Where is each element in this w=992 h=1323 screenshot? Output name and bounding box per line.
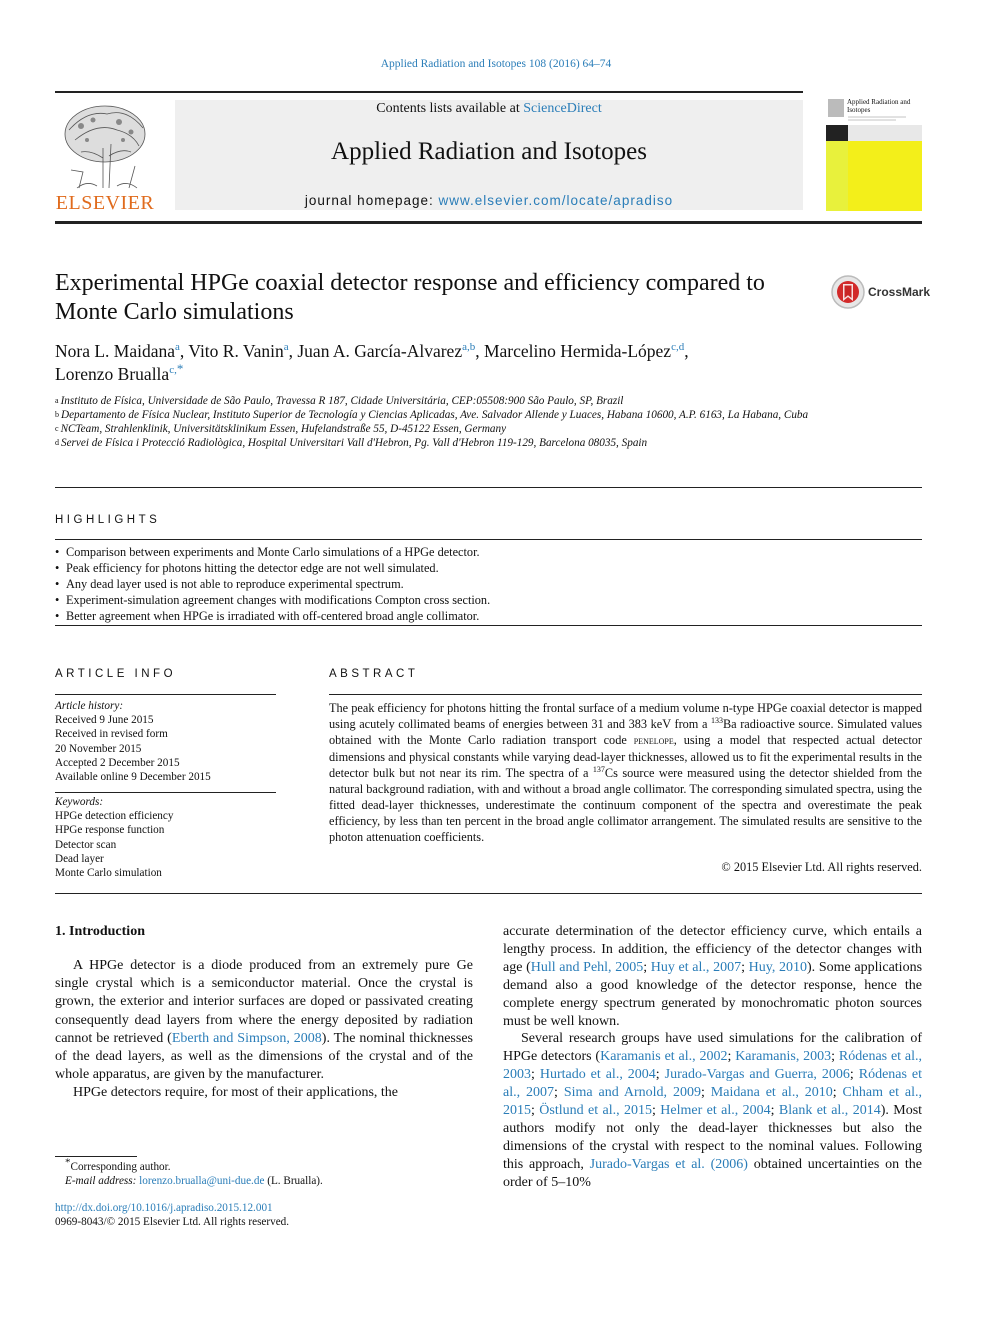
footnotes: [55, 1156, 473, 1189]
author-name[interactable]: Marcelino Hermida-López: [483, 341, 672, 361]
author-affiliation-marker[interactable]: c,d: [671, 341, 685, 354]
reference-link[interactable]: Chham et al., 2015: [503, 1085, 923, 1119]
divider: [55, 792, 276, 793]
keyword-item: Detector scan: [55, 838, 117, 851]
crossmark-label: CrossMark: [868, 285, 931, 299]
paragraph: [503, 923, 922, 1030]
affiliation-text: Departamento de Física Nuclear, Instituto Superior de Tecnología y Ciencias Aplicadas, Ave. Salvador Allende y Luaces, Habana 10600, A.P. 6163, La Habana, Cuba: [61, 409, 809, 421]
reference-link[interactable]: Huy, 2010: [748, 959, 807, 975]
elsevier-wordmark: ELSEVIER: [55, 192, 155, 214]
history-item: 20 November 2015: [55, 742, 142, 755]
corresponding-author-marker[interactable]: *: [176, 361, 184, 377]
keyword-item: HPGe response function: [55, 824, 165, 837]
body-column-left: [55, 957, 473, 1103]
text-segment: ;: [643, 959, 651, 975]
highlight-item: • Better agreement when HPGe is irradiated with off-centered broad angle collimator.: [55, 608, 922, 624]
text-segment: ). The nominal thicknesses of the dead layers, as well as the dimensions of the crystal and of the whole apparatus, are given by the manufacturer.: [55, 1030, 473, 1083]
paragraph: Several research groups have used simulations for the calibration of HPGe detectors (Karamanis et al., 2002; Karamanis, 2003; Ródenas et al., 2003; Hurtado et al., 2004; Jurado-Vargas and Guerra, 2006; Ródenas et al., 2007; Sima and Arnold, 2009; Maidana et al., 2010; Chham et al., 2015; Östlund et al., 2015; Helmer et al., 2004; Blank et al., 2014). Most authors modify not only the dead-layer thicknesses but also the dimensions of the crystal with respect to the nominal values. Following this approach, Jurado-Vargas et al. (2006) obtained uncertainties on the order of 5–10%: [503, 1031, 923, 1190]
publisher-logo[interactable]: [55, 100, 155, 212]
affiliation-list: [55, 394, 825, 450]
affiliation-item: [55, 394, 825, 408]
highlight-item: • Experiment-simulation agreement changes with modifications Compton cross section.: [55, 592, 922, 608]
crossmark-badge[interactable]: [830, 274, 930, 310]
text-segment: ;: [741, 959, 749, 975]
reference-link[interactable]: Östlund et al., 2015: [539, 1103, 652, 1119]
body-column-right: [503, 923, 922, 1192]
abstract-text-segment: Ba radioactive source. Simulated values obtained with the Monte Carlo radiation transport code: [329, 717, 922, 747]
keywords: [55, 795, 276, 880]
masthead-top-rule: [55, 91, 803, 93]
text-segment: obtained uncertainties on the order of 5–10%: [503, 1156, 922, 1190]
divider: [55, 625, 922, 626]
author-name[interactable]: Lorenzo Brualla: [55, 364, 170, 384]
doi-link[interactable]: http://dx.doi.org/10.1016/j.apradiso.2015.12.001: [55, 1202, 273, 1214]
issn-copyright: 0969-8043/© 2015 Elsevier Ltd. All rights reserved.: [55, 1216, 290, 1229]
author-name[interactable]: Vito R. Vanin: [188, 341, 284, 361]
history-label: Article history:: [55, 700, 124, 712]
reference-link[interactable]: Huy et al., 2007: [650, 959, 742, 975]
email-suffix: (L. Brualla).: [264, 1175, 323, 1188]
email-link[interactable]: lorenzo.brualla@uni-due.de: [139, 1175, 265, 1188]
contents-prefix: Contents lists available at: [376, 101, 524, 116]
keyword-item: Dead layer: [55, 852, 104, 865]
crossmark-icon: [830, 274, 866, 310]
isotope-mass-number: 137: [592, 764, 605, 774]
article-title: Experimental HPGe coaxial detector response and efficiency compared to Monte Carlo simulations: [55, 270, 765, 325]
reference-link[interactable]: Sima and Arnold, 2009: [563, 1085, 701, 1101]
email-label: E-mail address:: [65, 1175, 140, 1188]
author-affiliation-marker[interactable]: a: [175, 341, 180, 354]
reference-link[interactable]: Karamanis, 2003: [735, 1049, 832, 1065]
divider: [55, 893, 922, 894]
highlight-item: • Any dead layer used is not able to reproduce experimental spectrum.: [55, 576, 922, 592]
divider: [55, 694, 276, 695]
journal-title: Applied Radiation and Isotopes: [331, 138, 647, 165]
abstract-body: [329, 700, 922, 845]
abstract-text-segment: , using a model that respected actual detector dimensions and physical constants while varying dead-layer thicknesses, allowed us to fit the experimental results in the detector bulk but not near its rim. The spectra of a: [329, 733, 922, 780]
history-item: Accepted 2 December 2015: [55, 756, 180, 769]
affiliation-text: Servei de Física i Protecció Radiològica, Hospital Universitari Vall d'Hebron, Pg. Vall d'Hebron 119-129, Barcelona 08035, Spain: [61, 437, 648, 449]
highlights-list: [55, 544, 922, 624]
cover-title: Applied Radiation and Isotopes: [847, 98, 911, 114]
reference-link[interactable]: Hurtado et al., 2004: [539, 1067, 656, 1083]
history-item: Available online 9 December 2015: [55, 771, 211, 784]
author-list: Nora L. Maidana$^a$, Vito R. Vanin$^a$, Juan A. García-Alvarez$^{a,b}$, Marcelino Hermida-López$^{c,d}$, Lorenzo Brualla$^{c,*}$: [55, 341, 689, 384]
keyword-item: HPGe detection efficiency: [55, 810, 174, 823]
affiliation-key: b: [55, 410, 59, 419]
affiliation-key: c: [55, 424, 59, 433]
author-name[interactable]: Juan A. García-Alvarez: [297, 341, 463, 361]
corresponding-note: Corresponding author.: [70, 1161, 171, 1173]
history-item: Received in revised form: [55, 728, 168, 741]
highlight-item: • Peak efficiency for photons hitting the detector edge are not well simulated.: [55, 560, 922, 576]
section-heading: 1. Introduction: [55, 924, 145, 939]
elsevier-tree-icon: [57, 100, 153, 192]
homepage-link[interactable]: www.elsevier.com/locate/apradiso: [438, 193, 674, 208]
corresponding-footnote-marker: *: [65, 1156, 71, 1169]
sciencedirect-link[interactable]: ScienceDirect: [523, 101, 602, 116]
affiliation-key: d: [55, 438, 59, 447]
journal-cover-image-icon: [826, 97, 922, 211]
text-segment: accurate determination of the detector efficiency curve, which entails a lengthy process. In addition, the efficiency of the detector changes with age (: [503, 924, 922, 975]
corresponding-footnote: [55, 1156, 473, 1174]
affiliation-text: NCTeam, Strahlenklinik, Universitätsklinikum Essen, Hufelandstraße 55, D-45122 Essen, Germany: [60, 423, 507, 435]
doi-block: [55, 1201, 473, 1230]
abstract-text-segment: The peak efficiency for photons hitting the frontal surface of a medium volume n-type HPGe coaxial detector is mapped using acutely collimated beams of energies between 31 and 383 keV from a: [329, 701, 922, 731]
abstract-text-segment: Cs source were measured using the detector shielded from the natural background radiation, with and without a broad angle collimator. The corresponding simulated spectra, using the fitted dead-layer thicknesses, underestimate the continuum component of the spectra and overestimate the peak efficiency, by less than ten percent in the broad angle collimator arrangement. The simulated results are sensitive to the photon attenuation coefficients.: [329, 766, 922, 844]
reference-link[interactable]: Ródenas et al., 2003: [503, 1049, 922, 1083]
author-affiliation-marker[interactable]: a,b: [462, 341, 476, 354]
isotope-mass-number: 133: [710, 715, 723, 725]
history-item: Received 9 June 2015: [55, 714, 154, 727]
code-name: penelope: [633, 735, 674, 747]
reference-link[interactable]: Jurado-Vargas and Guerra, 2006: [664, 1067, 850, 1083]
affiliation-key: a: [55, 396, 59, 405]
divider: [329, 694, 922, 695]
contents-availability: [175, 101, 803, 117]
affiliation-item: [55, 422, 825, 436]
highlight-item: • Comparison between experiments and Monte Carlo simulations of a HPGe detector.: [55, 544, 922, 560]
homepage-prefix: journal homepage:: [304, 193, 439, 208]
divider: [55, 487, 922, 488]
abstract-heading: ABSTRACT: [329, 668, 419, 680]
affiliation-item: [55, 436, 825, 450]
journal-citation[interactable]: Applied Radiation and Isotopes 108 (2016) 64–74: [380, 58, 612, 70]
reference-link[interactable]: Maidana et al., 2010: [710, 1085, 833, 1101]
paragraph: HPGe detectors require, for most of their applications, the: [73, 1085, 399, 1101]
reference-link[interactable]: Karamanis et al., 2002: [600, 1049, 728, 1065]
keywords-label: Keywords:: [55, 796, 104, 808]
affiliation-item: [55, 408, 825, 422]
reference-link[interactable]: Jurado-Vargas et al. (2006): [589, 1156, 748, 1172]
reference-link[interactable]: Helmer et al., 2004: [660, 1103, 771, 1119]
text-segment: Several research groups have used simulations for the calibration of HPGe detectors (: [503, 1031, 922, 1065]
copyright-notice: © 2015 Elsevier Ltd. All rights reserved.: [721, 860, 922, 874]
reference-link[interactable]: Ródenas et al., 2007: [503, 1067, 923, 1101]
journal-homepage: [175, 193, 803, 208]
highlights-heading: HIGHLIGHTS: [55, 514, 161, 526]
email-footnote: [55, 1174, 473, 1188]
article-history: [55, 699, 276, 784]
author-affiliation-marker[interactable]: c,: [169, 364, 177, 377]
reference-link[interactable]: Hull and Pehl, 2005: [530, 959, 644, 975]
text-segment: ). Most authors modify not only the dead-layer thicknesses but also the dimensions of the crystal with respect to the nominal values. Following this approach,: [503, 1103, 923, 1172]
author-affiliation-marker[interactable]: a: [283, 341, 289, 354]
keyword-item: Monte Carlo simulation: [55, 867, 162, 880]
text-segment: A HPGe detector is a diode produced from an extremely pure Ge single crystal which is a semiconductor material. Once the crystal is grown, the exterior and interior surfaces are doped or passivated creating consequently dead layers from where the energy deposited by radiation cannot be retrieved (: [55, 958, 473, 1046]
paragraph: [55, 957, 473, 1084]
article-info-heading: ARTICLE INFO: [55, 668, 177, 680]
reference-link[interactable]: Eberth and Simpson, 2008: [171, 1030, 322, 1046]
affiliation-text: Instituto de Física, Universidade de São Paulo, Travessa R 187, Cidade Universitária, CEP:05508:900 São Paulo, SP, Brazil: [60, 395, 624, 407]
masthead-rule: [55, 221, 922, 224]
journal-cover-thumbnail[interactable]: [826, 97, 922, 211]
text-segment: ). Some applications demand also a good knowledge of the detector response, hence the complete energy spectrum generated by monochromatic photon sources must be well known.: [503, 959, 923, 1029]
author-name[interactable]: Nora L. Maidana: [55, 341, 176, 361]
divider: [55, 539, 922, 540]
reference-link[interactable]: Blank et al., 2014: [778, 1103, 881, 1119]
